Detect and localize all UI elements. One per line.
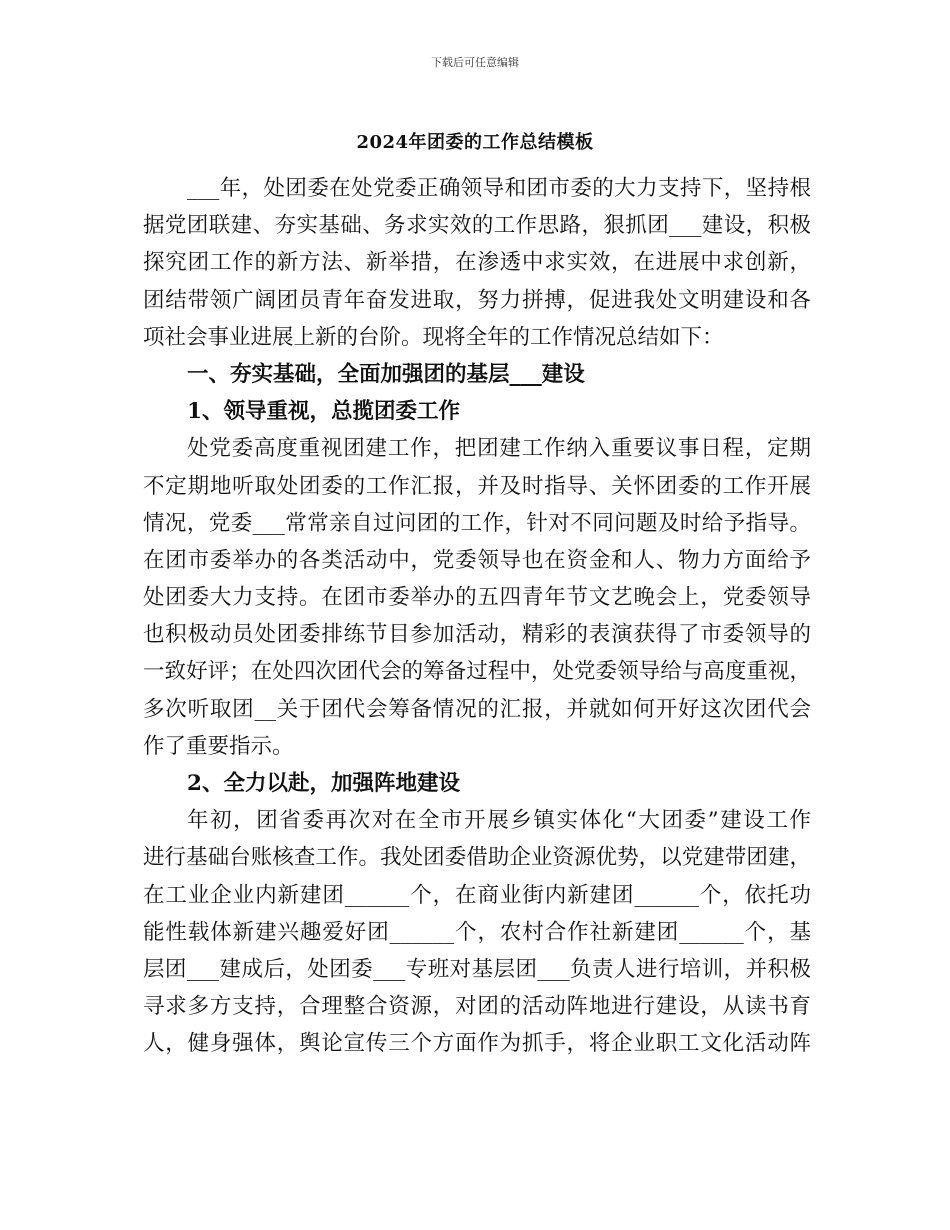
body-line: 寻求多方支持，合理整合资源，对团的活动阵地进行建设，从读书育 bbox=[143, 994, 811, 1020]
body-line: 一致好评；在处四次团代会的筹备过程中，处党委领导给与高度重视， bbox=[143, 659, 811, 685]
body-line: 项社会事业进展上新的台阶。现将全年的工作情况总结如下： bbox=[143, 324, 724, 350]
body-line: 人，健身强体，舆论宣传三个方面作为抓手，将企业职工文化活动阵 bbox=[143, 1031, 811, 1057]
body-line: 探究团工作的新方法、新举措，在渗透中求实效，在进展中求创新， bbox=[143, 250, 811, 276]
body-line: 进行基础台账核查工作。我处团委借助企业资源优势，以党建带团建， bbox=[143, 845, 811, 871]
body-line: 能性载体新建兴趣爱好团______个，农村合作社新建团______个，基 bbox=[143, 919, 811, 945]
body-line: 层团___建成后，处团委___专班对基层团___负责人进行培训，并积极 bbox=[143, 956, 811, 982]
document-body bbox=[143, 170, 811, 1063]
body-line: 不定期地听取处团委的工作汇报，并及时指导、关怀团委的工作开展 bbox=[143, 473, 811, 499]
body-line: 也积极动员处团委排练节目参加活动，精彩的表演获得了市委领导的 bbox=[143, 622, 811, 648]
body-line: ___年，处团委在处党委正确领导和团市委的大力支持下，坚持根 bbox=[187, 176, 811, 201]
section-heading: 一、夯实基础，全面加强团的基层___建设 bbox=[187, 361, 585, 387]
body-line: 处党委高度重视团建工作，把团建工作纳入重要议事日程，定期 bbox=[187, 436, 811, 462]
body-line: 团结带领广阔团员青年奋发进取，努力拼搏，促进我处文明建设和各 bbox=[143, 287, 811, 313]
body-line: 在工业企业内新建团______个，在商业街内新建团______个，依托功 bbox=[143, 882, 811, 908]
body-line: 作了重要指示。 bbox=[143, 733, 294, 759]
body-line: 处团委大力支持。在团市委举办的五四青年节文艺晚会上，党委领导 bbox=[143, 585, 811, 611]
page-header: 下载后可任意编辑 bbox=[431, 56, 519, 69]
document-title: 2024年团委的工作总结模板 bbox=[356, 132, 594, 153]
section-heading: 1、领导重视，总揽团委工作 bbox=[187, 399, 460, 425]
body-line: 多次听取团__关于团代会筹备情况的汇报，并就如何开好这次团代会 bbox=[143, 696, 811, 722]
body-line: 在团市委举办的各类活动中，党委领导也在资金和人、物力方面给予 bbox=[143, 547, 811, 573]
body-line: 情况，党委___常常亲自过问团的工作，针对不同问题及时给予指导。 bbox=[143, 510, 811, 536]
body-line: 年初，团省委再次对在全市开展乡镇实体化“大团委”建设工作 bbox=[187, 808, 811, 834]
section-heading: 2、全力以赴，加强阵地建设 bbox=[187, 771, 460, 796]
body-line: 据党团联建、夯实基础、务求实效的工作思路，狠抓团___建设，积极 bbox=[143, 213, 811, 239]
